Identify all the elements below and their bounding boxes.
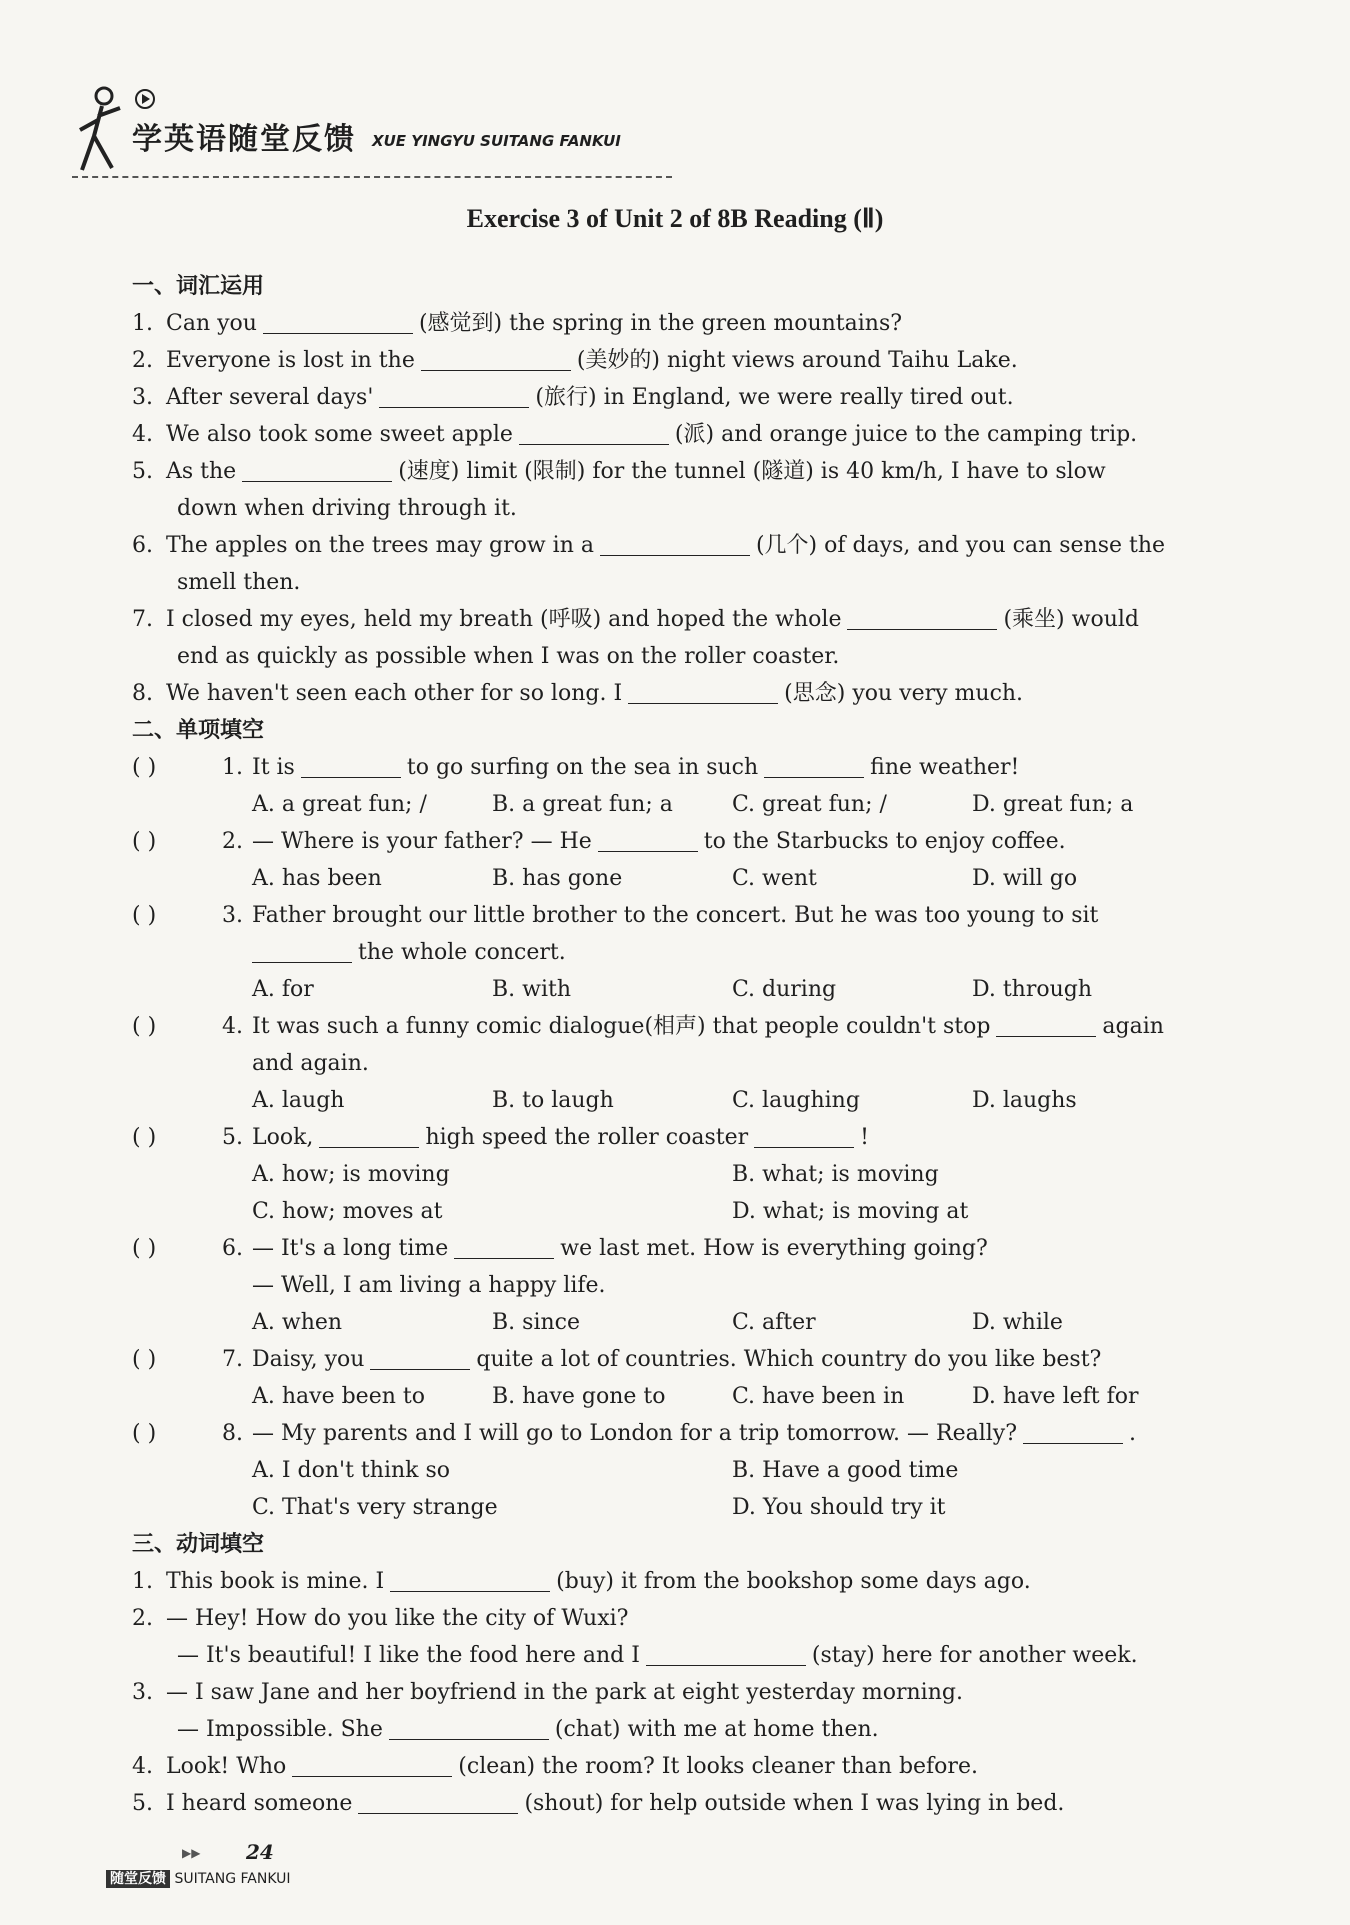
options-row	[132, 971, 1244, 1008]
option[interactable]: C. That's very strange	[252, 1495, 498, 1520]
answer-blank	[598, 825, 698, 852]
option[interactable]: D. have left for	[972, 1384, 1139, 1409]
answer-blank[interactable]	[600, 529, 750, 556]
answer-blank[interactable]	[421, 344, 571, 371]
answer-bracket[interactable]: ( )	[132, 1421, 157, 1446]
vocab-item: 1. Can you (感觉到) the spring in the green mountains?	[132, 305, 1244, 342]
vocab-item: 3. After several days' (旅行) in England, we were really tired out.	[132, 379, 1244, 416]
page-number: 24	[246, 1840, 274, 1864]
play-icon	[134, 88, 156, 110]
answer-blank	[319, 1121, 419, 1148]
answer-bracket[interactable]: ( )	[132, 1125, 157, 1150]
mc-question: ( ) 3. Father brought our little brother to the concert. But he was too young to sit	[132, 897, 1244, 934]
answer-blank	[754, 1121, 854, 1148]
answer-blank[interactable]	[519, 418, 669, 445]
options-row	[132, 1452, 1244, 1489]
mc-question: ( ) 8. — My parents and I will go to London for a trip tomorrow. — Really? .	[132, 1415, 1244, 1452]
vocab-item: 8. We haven't seen each other for so long. I (思念) you very much.	[132, 675, 1244, 712]
option[interactable]: A. when	[252, 1310, 343, 1335]
option[interactable]: B. since	[492, 1310, 580, 1335]
options-row	[132, 1489, 1244, 1526]
verb-item: 1. This book is mine. I (buy) it from the bookshop some days ago.	[132, 1563, 1244, 1600]
answer-blank[interactable]	[263, 307, 413, 334]
option[interactable]: D. while	[972, 1310, 1063, 1335]
option[interactable]: A. I don't think so	[252, 1458, 451, 1483]
mc-question: ( ) 1. It is to go surfing on the sea in such fine weather!	[132, 749, 1244, 786]
option[interactable]: A. a great fun; /	[252, 792, 427, 817]
double-arrow-icon: ▶▶	[182, 1846, 201, 1860]
answer-blank[interactable]	[646, 1639, 806, 1666]
option[interactable]: B. a great fun; a	[492, 792, 673, 817]
vocab-item: 7. I closed my eyes, held my breath (呼吸) and hoped the whole (乘坐) would	[132, 601, 1244, 638]
answer-bracket[interactable]: ( )	[132, 1014, 157, 1039]
answer-blank	[301, 751, 401, 778]
option[interactable]: D. great fun; a	[972, 792, 1134, 817]
option[interactable]: D. laughs	[972, 1088, 1077, 1113]
vocab-item: 6. The apples on the trees may grow in a (几个) of days, and you can sense the	[132, 527, 1244, 564]
options-row	[132, 1193, 1244, 1230]
option[interactable]: C. great fun; /	[732, 792, 887, 817]
options-row	[132, 1378, 1244, 1415]
header-divider	[72, 176, 672, 178]
vocab-item: 4. We also took some sweet apple (派) and orange juice to the camping trip.	[132, 416, 1244, 453]
option[interactable]: B. with	[492, 977, 572, 1002]
answer-blank	[996, 1010, 1096, 1037]
options-row	[132, 1304, 1244, 1341]
option[interactable]: D. through	[972, 977, 1093, 1002]
answer-bracket[interactable]: ( )	[132, 903, 157, 928]
logo-chinese: 学英语随堂反馈	[132, 122, 356, 157]
answer-blank[interactable]	[292, 1750, 452, 1777]
verb-item: 2. — Hey! How do you like the city of Wuxi?	[132, 1606, 629, 1631]
section-3-heading: 三、动词填空	[132, 1532, 265, 1557]
option[interactable]: B. has gone	[492, 866, 623, 891]
answer-blank[interactable]	[847, 603, 997, 630]
vocab-item: 2. Everyone is lost in the (美妙的) night views around Taihu Lake.	[132, 342, 1244, 379]
exercise-content: 一、词汇运用 1. Can you (感觉到) the spring in the green mountains? 2. Everyone is lost in the (美妙的) night views around Taihu Lake. 3. After several days' (旅行) in England, we were really tired out. 4. We also took some sweet apple (派) and orange juice to the camping trip. 5. As the (速度) limit (限制) for the tunnel (隧道) is 40 km/h, I have to slow down when driving through it. 6. The apples on the trees may grow in a (几个) of days, and you can sense the smell then. 7. I closed my eyes, held my breath (呼吸) and hoped the whole (乘坐) would end as quickly as possible when I was on the roller coaster. 8. We haven't seen each other for so long. I (思念) you very much. 二、单项填空 ( ) 1. It is to go surfing on the sea in such fine weather! A. a great fun; / B. a great fun; a C. great fun; / D. great fun; a ( ) 2. — Where is your father? — He to the Starbucks to enjoy coffee. A. has been B. has gone C. went D. will go ( ) 3. Father brought our little brother to the concert. But he was too young to sit the whole concert. A. for B. with C. during D. through ( ) 4. It was such a funny comic dialogue(相声) that people couldn't stop again and again. A. laugh B. to laugh C. laughing D. laughs ( ) 5. Look, high speed the roller coaster ! A. how; is moving B. what; is moving C. how; moves at D. what; is moving at ( ) 6. — It's a long time we last met. How is everything going? — Well, I am living a happy life. A. when B. since C. after D. while ( ) 7. Daisy, you quite a lot of countries. Which country do you like best? A. have been to B. have gone to C. have been in D. have left for ( ) 8. — My parents and I will go to London for a trip tomorrow. — Really? . A. I don't think so B. Have a good time C. That's very strange D. You should try it 三、动词填空 1. This book is mine. I (buy) it from the bookshop some days ago. 2. — Hey! How do you like the city of Wuxi? — It's beautiful! I like the food here and I (stay) here for another week. 3. — I saw Jane and her boyfriend in the park at eight yesterday morning. — Impossible. She (chat) with me at home then. 4. Look! Who (clean) the room? It looks cleaner than before. 5. I heard someone (shout) for help outside when I was lying in bed.	[132, 268, 1244, 1822]
runner-logo-icon	[72, 80, 132, 180]
mc-question: ( ) 6. — It's a long time we last met. How is everything going?	[132, 1230, 1244, 1267]
section-1-heading: 一、词汇运用	[132, 274, 265, 299]
option[interactable]: D. what; is moving at	[732, 1199, 969, 1224]
option[interactable]: C. during	[732, 977, 837, 1002]
answer-blank[interactable]	[379, 381, 529, 408]
option[interactable]: B. to laugh	[492, 1088, 614, 1113]
option[interactable]: A. have been to	[252, 1384, 425, 1409]
mc-question: ( ) 5. Look, high speed the roller coaster !	[132, 1119, 1244, 1156]
option[interactable]: D. You should try it	[732, 1495, 946, 1520]
answer-blank	[764, 751, 864, 778]
option[interactable]: C. how; moves at	[252, 1199, 443, 1224]
answer-bracket[interactable]: ( )	[132, 755, 157, 780]
options-row	[132, 860, 1244, 897]
answer-bracket[interactable]: ( )	[132, 829, 157, 854]
option[interactable]: A. for	[252, 977, 314, 1002]
verb-item: 5. I heard someone (shout) for help outside when I was lying in bed.	[132, 1785, 1244, 1822]
option[interactable]: D. will go	[972, 866, 1078, 891]
option[interactable]: A. laugh	[252, 1088, 345, 1113]
answer-blank[interactable]	[358, 1787, 518, 1814]
option[interactable]: A. how; is moving	[252, 1162, 450, 1187]
option[interactable]: C. laughing	[732, 1088, 860, 1113]
option[interactable]: A. has been	[252, 866, 382, 891]
option[interactable]: B. what; is moving	[732, 1162, 939, 1187]
options-row	[132, 1082, 1244, 1119]
verb-item: 4. Look! Who (clean) the room? It looks cleaner than before.	[132, 1748, 1244, 1785]
answer-blank[interactable]	[628, 677, 778, 704]
answer-blank	[1023, 1417, 1123, 1444]
answer-blank	[454, 1232, 554, 1259]
mc-question: ( ) 7. Daisy, you quite a lot of countries. Which country do you like best?	[132, 1341, 1244, 1378]
page-title: Exercise 3 of Unit 2 of 8B Reading (Ⅱ)	[466, 204, 884, 233]
verb-item: 3. — I saw Jane and her boyfriend in the park at eight yesterday morning.	[132, 1680, 963, 1705]
answer-blank[interactable]	[242, 455, 392, 482]
options-row	[132, 1156, 1244, 1193]
answer-bracket[interactable]: ( )	[132, 1347, 157, 1372]
answer-blank[interactable]	[389, 1713, 549, 1740]
option[interactable]: C. have been in	[732, 1384, 905, 1409]
answer-blank	[370, 1343, 470, 1370]
option[interactable]: C. went	[732, 866, 817, 891]
logo-english: XUE YINGYU SUITANG FANKUI	[372, 132, 621, 150]
mc-question: ( ) 4. It was such a funny comic dialogue(相声) that people couldn't stop again	[132, 1008, 1244, 1045]
answer-blank	[252, 936, 352, 963]
mc-question: ( ) 2. — Where is your father? — He to the Starbucks to enjoy coffee.	[132, 823, 1244, 860]
option[interactable]: C. after	[732, 1310, 816, 1335]
option[interactable]: B. have gone to	[492, 1384, 666, 1409]
header	[72, 80, 672, 180]
options-row	[132, 786, 1244, 823]
answer-blank[interactable]	[390, 1565, 550, 1592]
footer-tag: 随堂反馈 SUITANG FANKUI	[106, 1868, 291, 1888]
option[interactable]: B. Have a good time	[732, 1458, 959, 1483]
vocab-item: 5. As the (速度) limit (限制) for the tunnel (隧道) is 40 km/h, I have to slow	[132, 453, 1244, 490]
section-2-heading: 二、单项填空	[132, 718, 265, 743]
answer-bracket[interactable]: ( )	[132, 1236, 157, 1261]
